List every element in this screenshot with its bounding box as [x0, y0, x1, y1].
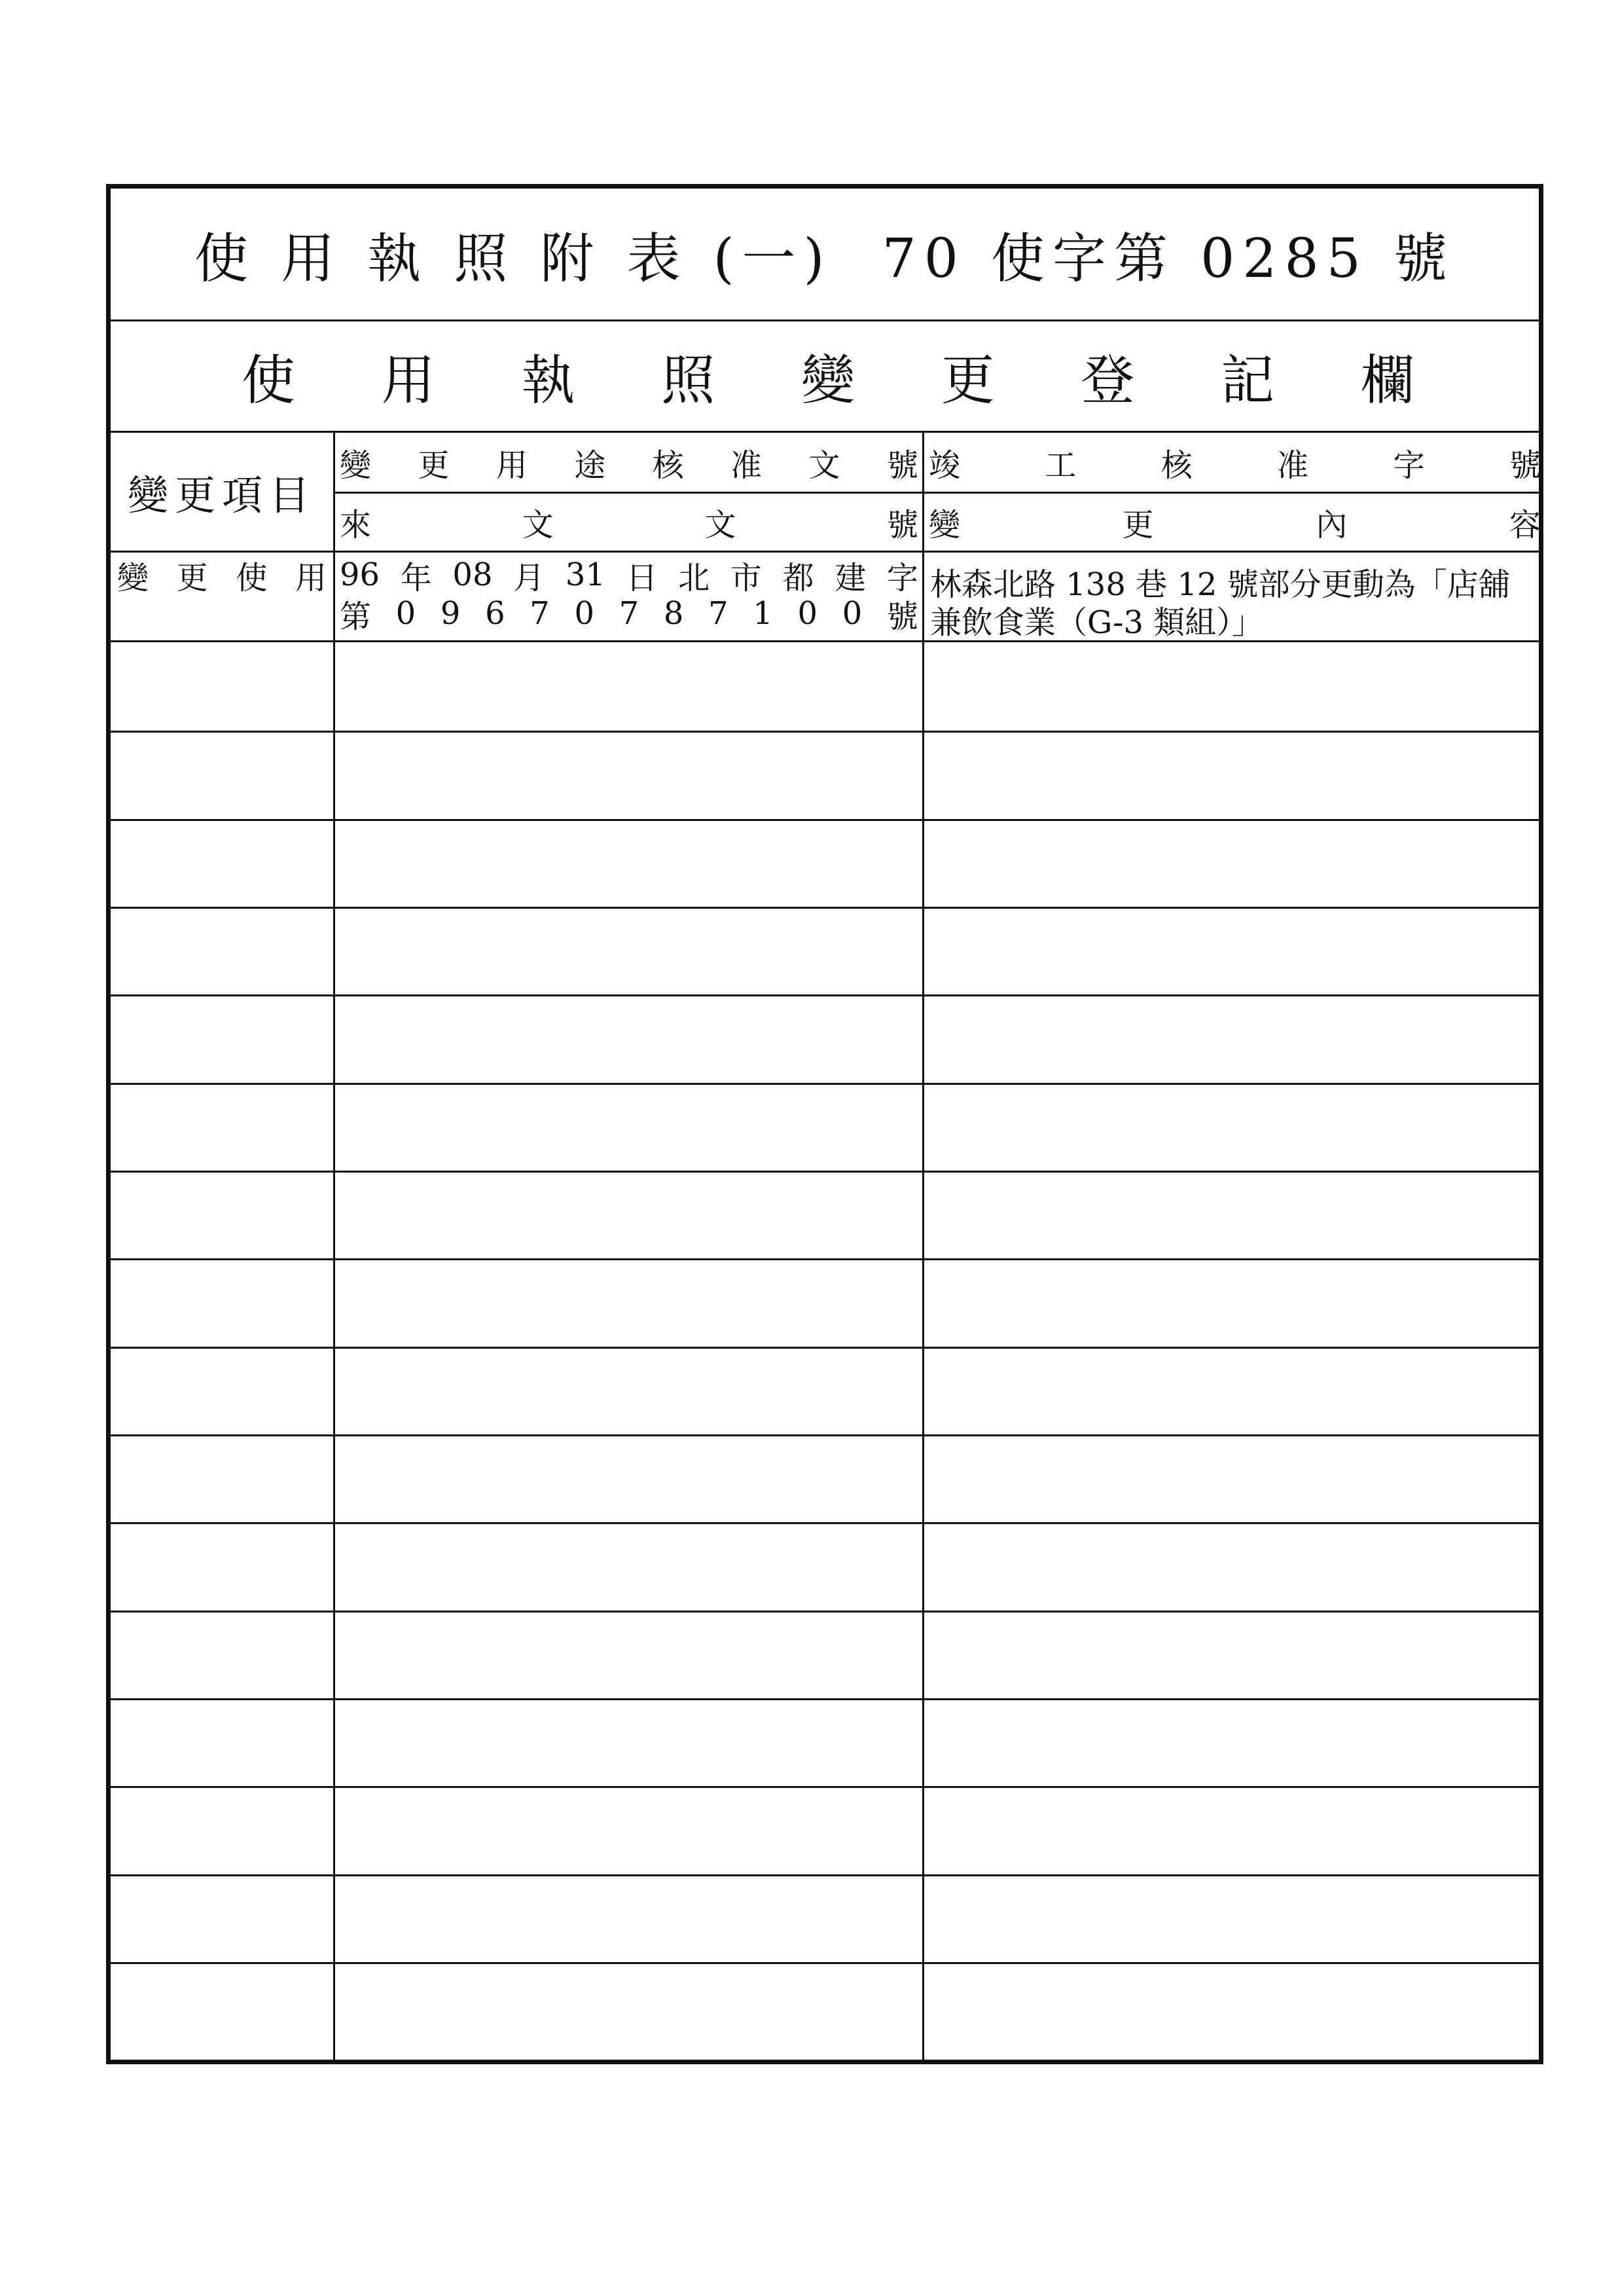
row-divider [111, 994, 1543, 996]
row-divider [111, 1522, 1543, 1524]
header-char: 字 [1393, 446, 1425, 484]
doc-token: 1 [753, 595, 773, 632]
row-divider [111, 1786, 1543, 1788]
header-char: 更 [1122, 507, 1154, 543]
row-divider [111, 1258, 1543, 1260]
section-title-char: 變 [800, 350, 855, 412]
row-doc-no-line1 [340, 555, 918, 594]
doc-token: 7 [708, 595, 728, 632]
doc-token: 年 [400, 559, 432, 596]
doc-token: 9 [440, 595, 461, 632]
section-title [111, 321, 1539, 433]
doc-token: 7 [619, 595, 639, 632]
row-divider [111, 1611, 1543, 1613]
doc-token: 6 [485, 595, 505, 632]
row-change-item [117, 555, 327, 594]
doc-token: 市 [730, 559, 762, 596]
item-char: 使 [236, 559, 268, 596]
header-char: 途 [574, 446, 606, 484]
header-char: 變 [340, 446, 372, 484]
section-title-char: 用 [381, 350, 435, 412]
doc-token: 0 [797, 595, 818, 632]
header-change-item: 變更項目 [127, 471, 316, 519]
row-change-content-line1: 林森北路 138 巷 12 號部分更動為「店舖 [930, 566, 1510, 603]
doc-token: 8 [663, 595, 684, 632]
usage-license-form [106, 184, 1543, 2064]
header-char: 文 [704, 507, 736, 543]
item-char: 用 [295, 559, 327, 596]
header-completion-no [929, 433, 1541, 492]
doc-token: 第 [340, 598, 372, 635]
row-doc-no-line2 [340, 593, 918, 634]
doc-token: 月 [513, 559, 545, 596]
doc-token: 北 [678, 559, 710, 596]
section-title-char: 使 [242, 350, 296, 412]
row-divider [111, 1347, 1543, 1349]
column-divider [922, 433, 924, 2064]
header-char: 容 [1509, 507, 1541, 543]
section-title-char: 欄 [1360, 350, 1414, 412]
item-char: 更 [176, 559, 208, 596]
header-char: 文 [808, 446, 840, 484]
header-char: 用 [495, 446, 528, 484]
doc-token: 字 [886, 559, 918, 596]
header-char: 變 [929, 507, 961, 543]
header-char: 核 [652, 446, 684, 484]
section-title-char: 記 [1221, 350, 1275, 412]
doc-token: 7 [530, 595, 550, 632]
doc-token: 0 [574, 595, 595, 632]
row-divider [111, 1962, 1543, 1964]
column-divider [333, 433, 335, 2064]
row-divider [111, 731, 1543, 733]
header-char: 文 [522, 507, 554, 543]
row-divider [111, 1874, 1543, 1876]
header-char: 核 [1160, 446, 1193, 484]
doc-token: 日 [626, 559, 658, 596]
row-change-content-line2: 兼飲食業（G-3 類組）」 [930, 604, 1264, 641]
doc-token: 08 [452, 556, 493, 593]
header-char: 竣 [929, 446, 961, 484]
section-title-char: 更 [941, 350, 995, 412]
row-divider [111, 640, 1543, 642]
section-title-char: 照 [661, 350, 715, 412]
header-char: 准 [1277, 446, 1309, 484]
header-char: 號 [886, 507, 918, 543]
doc-token: 都 [782, 559, 814, 596]
form-title: 使 用 執 照 附 表 (一) 70 使字第 0285 號 [111, 189, 1539, 321]
header-incoming-doc-no [340, 494, 918, 551]
header-char: 內 [1316, 507, 1348, 543]
header-change-content [929, 494, 1541, 551]
section-title-char: 登 [1081, 350, 1135, 412]
row-divider [111, 1434, 1543, 1436]
section-title-char: 執 [521, 350, 575, 412]
header-char: 准 [730, 446, 763, 484]
doc-token: 建 [835, 559, 867, 596]
row-divider [111, 1171, 1543, 1173]
doc-token: 31 [565, 556, 605, 593]
header-char: 來 [340, 507, 372, 543]
doc-token: 0 [395, 595, 416, 632]
row-divider [111, 819, 1543, 821]
header-char: 號 [886, 446, 918, 484]
row-divider [111, 1083, 1543, 1085]
header-char: 工 [1045, 446, 1077, 484]
row-divider [111, 907, 1543, 909]
header-char: 號 [1509, 446, 1541, 484]
doc-token: 0 [842, 595, 863, 632]
header-char: 更 [418, 446, 450, 484]
header-approval-doc-no [340, 433, 918, 492]
doc-token: 96 [340, 556, 380, 593]
row-divider [111, 1698, 1543, 1700]
doc-token: 號 [886, 598, 918, 635]
item-char: 變 [117, 559, 149, 596]
